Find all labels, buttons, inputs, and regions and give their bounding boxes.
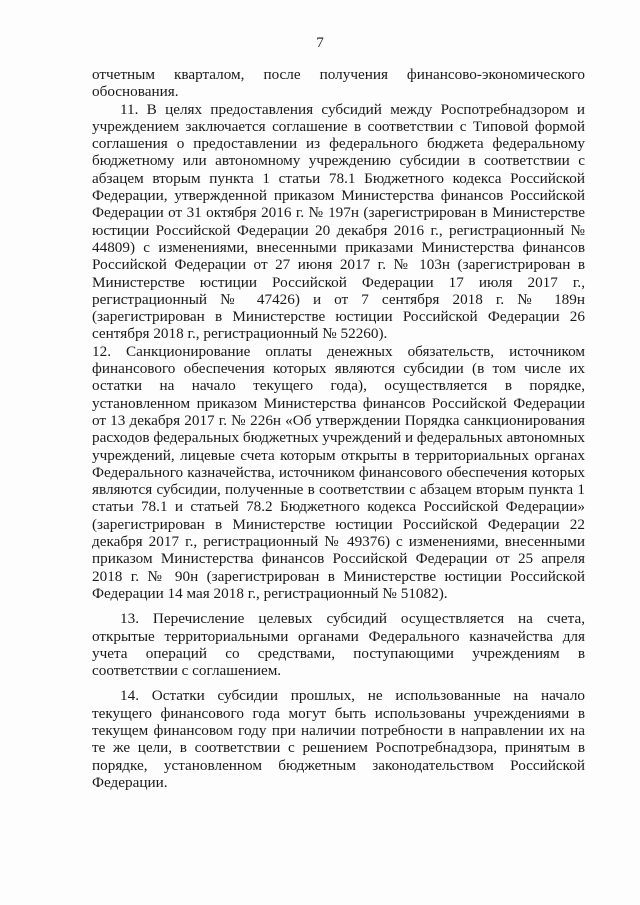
paragraph-14: 14. Остатки субсидии прошлых, не использованные на начало текущего финансового года могут быть использованы учреждениями в текущем финансовом году при наличии потребности в направлении их на те же цели, в соответствии с решением Роспотребнадзора, принятым в порядке, установленном бюджетным законодательством Российской Федерации. [92,687,585,791]
paragraph-11: 11. В целях предоставления субсидий между Роспотребнадзором и учреждением заключается соглашение в соответствии с Типовой формой соглашения о предоставлении из федерального бюджета федеральному бюджетному или автономному учреждению субсидии в соответствии с абзацем вторым пункта 1 статьи 78.1 Бюджетного кодекса Российской Федерации, утвержденной приказом Министерства финансов Российской Федерации от 31 октября 2016 г. № 197н (зарегистрирован в Министерстве юстиции Российской Федерации 20 декабря 2016 г., регистрационный № 44809) с изменениями, внесенными приказами Министерства финансов Российской Федерации от 27 июня 2017 г. № 103н (зарегистрирован в Министерстве юстиции Российской Федерации 17 июля 2017 г., регистрационный № 47426) и от 7 сентября 2018 г. № 189н (зарегистрирован в Министерстве юстиции Российской Федерации 26 сентября 2018 г., регистрационный № 52260). [92,100,585,343]
paragraph-13: 13. Перечисление целевых субсидий осуществляется на счета, открытые территориальными органами Федерального казначейства для учета операций со средствами, поступающими учреждениям в соответствии с соглашением. [92,610,585,680]
document-body [92,66,585,791]
paragraph-continuation: отчетным кварталом, после получения финансово-экономического обоснования. [92,66,585,101]
page-number: 7 [316,34,324,51]
paragraph-12: 12. Санкционирование оплаты денежных обязательств, источником финансового обеспечения которых являются субсидии (в том числе их остатки на начало текущего года), осуществляется в порядке, установленном приказом Министерства финансов Российской Федерации от 13 декабря 2017 г. № 226н «Об утверждении Порядка санкционирования расходов федеральных бюджетных учреждений и федеральных автономных учреждений, лицевые счета которым открыты в территориальных органах Федерального казначейства, источником финансового обеспечения которых являются субсидии, полученные в соответствии с абзацем вторым пункта 1 статьи 78.1 и статьей 78.2 Бюджетного кодекса Российской Федерации» (зарегистрирован в Министерстве юстиции Российской Федерации 22 декабря 2017 г., регистрационный № 49376) с изменениями, внесенными приказом Министерства финансов Российской Федерации от 25 апреля 2018 г. № 90н (зарегистрирован в Министерстве юстиции Российской Федерации 14 мая 2018 г., регистрационный № 51082). [92,342,586,602]
